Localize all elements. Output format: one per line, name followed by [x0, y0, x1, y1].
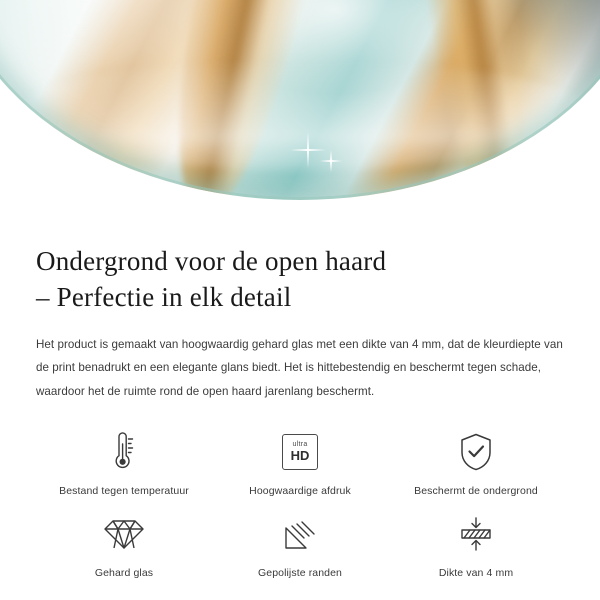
feature-item-tempered-glass	[36, 511, 212, 579]
hero-image	[0, 0, 600, 218]
description-paragraph: Het product is gemaakt van hoogwaardig gehard glas met een dikte van 4 mm, dat de kleurdiepte van de print benadrukt en een elegante glans biedt. Het is hittebestendig en beschermt tegen schade, waardoor het de ruimte rond de open haard jarenlang beschermt.	[36, 338, 563, 398]
feature-label: Beschermt de ondergrond	[414, 484, 538, 497]
feature-label: Dikte van 4 mm	[438, 566, 514, 579]
content-area	[0, 244, 600, 579]
feature-label: Gepolijste randen	[257, 566, 342, 579]
feature-item-print-quality	[212, 429, 388, 497]
page-title-line-1: Ondergrond voor de open haard	[36, 246, 387, 276]
ultra-hd-badge-bottom: HD	[290, 448, 310, 464]
feature-label: Gehard glas	[94, 566, 154, 579]
feature-item-thickness	[388, 511, 564, 579]
ultra-hd-badge-top: ultra	[292, 441, 308, 449]
diamond-icon	[103, 511, 145, 557]
thermometer-icon	[104, 429, 144, 475]
thickness-arrows-icon	[454, 511, 498, 557]
feature-item-temperature	[36, 429, 212, 497]
polished-edges-icon	[280, 511, 320, 557]
feature-grid	[36, 429, 564, 579]
page-title	[36, 244, 564, 315]
ultra-hd-icon	[282, 429, 318, 475]
shield-check-icon	[457, 429, 495, 475]
feature-label: Hoogwaardige afdruk	[249, 484, 351, 497]
feature-label: Bestand tegen temperatuur	[59, 484, 189, 497]
glass-disc-graphic	[0, 0, 600, 200]
page-title-line-2: – Perfectie in elk detail	[36, 281, 292, 312]
feature-item-surface-protection	[388, 429, 564, 497]
feature-item-polished-edges	[212, 511, 388, 579]
